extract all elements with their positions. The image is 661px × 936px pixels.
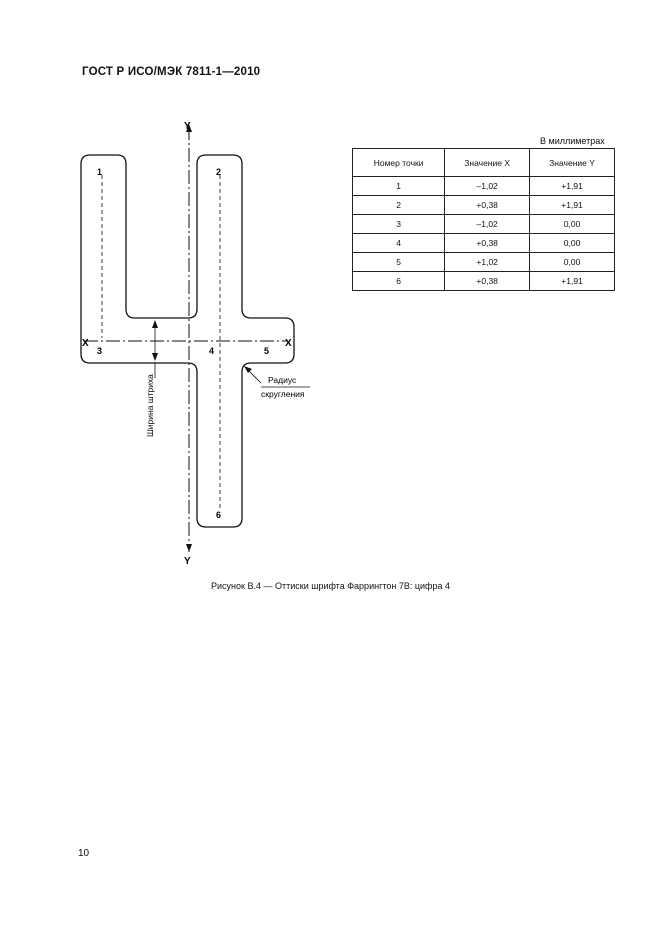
point-label-5: 5 bbox=[264, 346, 270, 356]
cell-y: 0,00 bbox=[530, 215, 615, 234]
cell-y: 0,00 bbox=[530, 253, 615, 272]
axis-label-y-bottom: Y bbox=[184, 556, 191, 567]
table-row bbox=[353, 215, 615, 234]
cell-y: 0,00 bbox=[530, 234, 615, 253]
table-header-row bbox=[353, 149, 615, 177]
cell-point: 4 bbox=[353, 234, 445, 253]
axis-label-x-right: X bbox=[285, 338, 292, 349]
cell-y: +1,91 bbox=[530, 272, 615, 291]
document-header: ГОСТ Р ИСО/МЭК 7811-1—2010 bbox=[82, 66, 261, 78]
table-row bbox=[353, 177, 615, 196]
cell-y: +1,91 bbox=[530, 196, 615, 215]
radius-arrow-icon bbox=[244, 366, 252, 373]
dimension-arrow-up-icon bbox=[152, 320, 158, 328]
cell-x: +0,38 bbox=[445, 196, 530, 215]
dimension-arrow-down-icon bbox=[152, 353, 158, 361]
y-axis-arrow-bottom-icon bbox=[186, 544, 192, 552]
cell-point: 6 bbox=[353, 272, 445, 291]
cell-x: +0,38 bbox=[445, 234, 530, 253]
cell-y: +1,91 bbox=[530, 177, 615, 196]
column-header-point: Номер точки bbox=[353, 149, 445, 177]
radius-label-line2: скругления bbox=[261, 389, 305, 399]
point-label-2: 2 bbox=[216, 167, 222, 177]
cell-point: 2 bbox=[353, 196, 445, 215]
cell-x: +0,38 bbox=[445, 272, 530, 291]
cell-x: –1,02 bbox=[445, 215, 530, 234]
column-header-x: Значение X bbox=[445, 149, 530, 177]
point-label-4: 4 bbox=[209, 346, 215, 356]
unit-note: В миллиметрах bbox=[540, 136, 605, 146]
column-header-y: Значение Y bbox=[530, 149, 615, 177]
point-label-3: 3 bbox=[97, 346, 103, 356]
point-label-6: 6 bbox=[216, 510, 222, 520]
cell-point: 5 bbox=[353, 253, 445, 272]
points-table bbox=[352, 148, 615, 291]
axis-label-x-left: X bbox=[82, 338, 89, 349]
figure-caption: Рисунок В.4 — Оттиски шрифта Фаррингтон 7В: цифра 4 bbox=[211, 581, 450, 591]
point-label-1: 1 bbox=[97, 167, 103, 177]
axis-label-y-top: Y bbox=[184, 121, 191, 132]
table-row bbox=[353, 272, 615, 291]
cell-x: +1,02 bbox=[445, 253, 530, 272]
digit-four-figure bbox=[70, 112, 330, 572]
radius-label-line1: Радиус bbox=[268, 375, 297, 385]
cell-point: 3 bbox=[353, 215, 445, 234]
table-row bbox=[353, 196, 615, 215]
cell-point: 1 bbox=[353, 177, 445, 196]
stroke-width-label: Ширина штриха bbox=[145, 374, 155, 437]
page-number: 10 bbox=[78, 848, 90, 859]
cell-x: –1,02 bbox=[445, 177, 530, 196]
table-row bbox=[353, 234, 615, 253]
table-row bbox=[353, 253, 615, 272]
